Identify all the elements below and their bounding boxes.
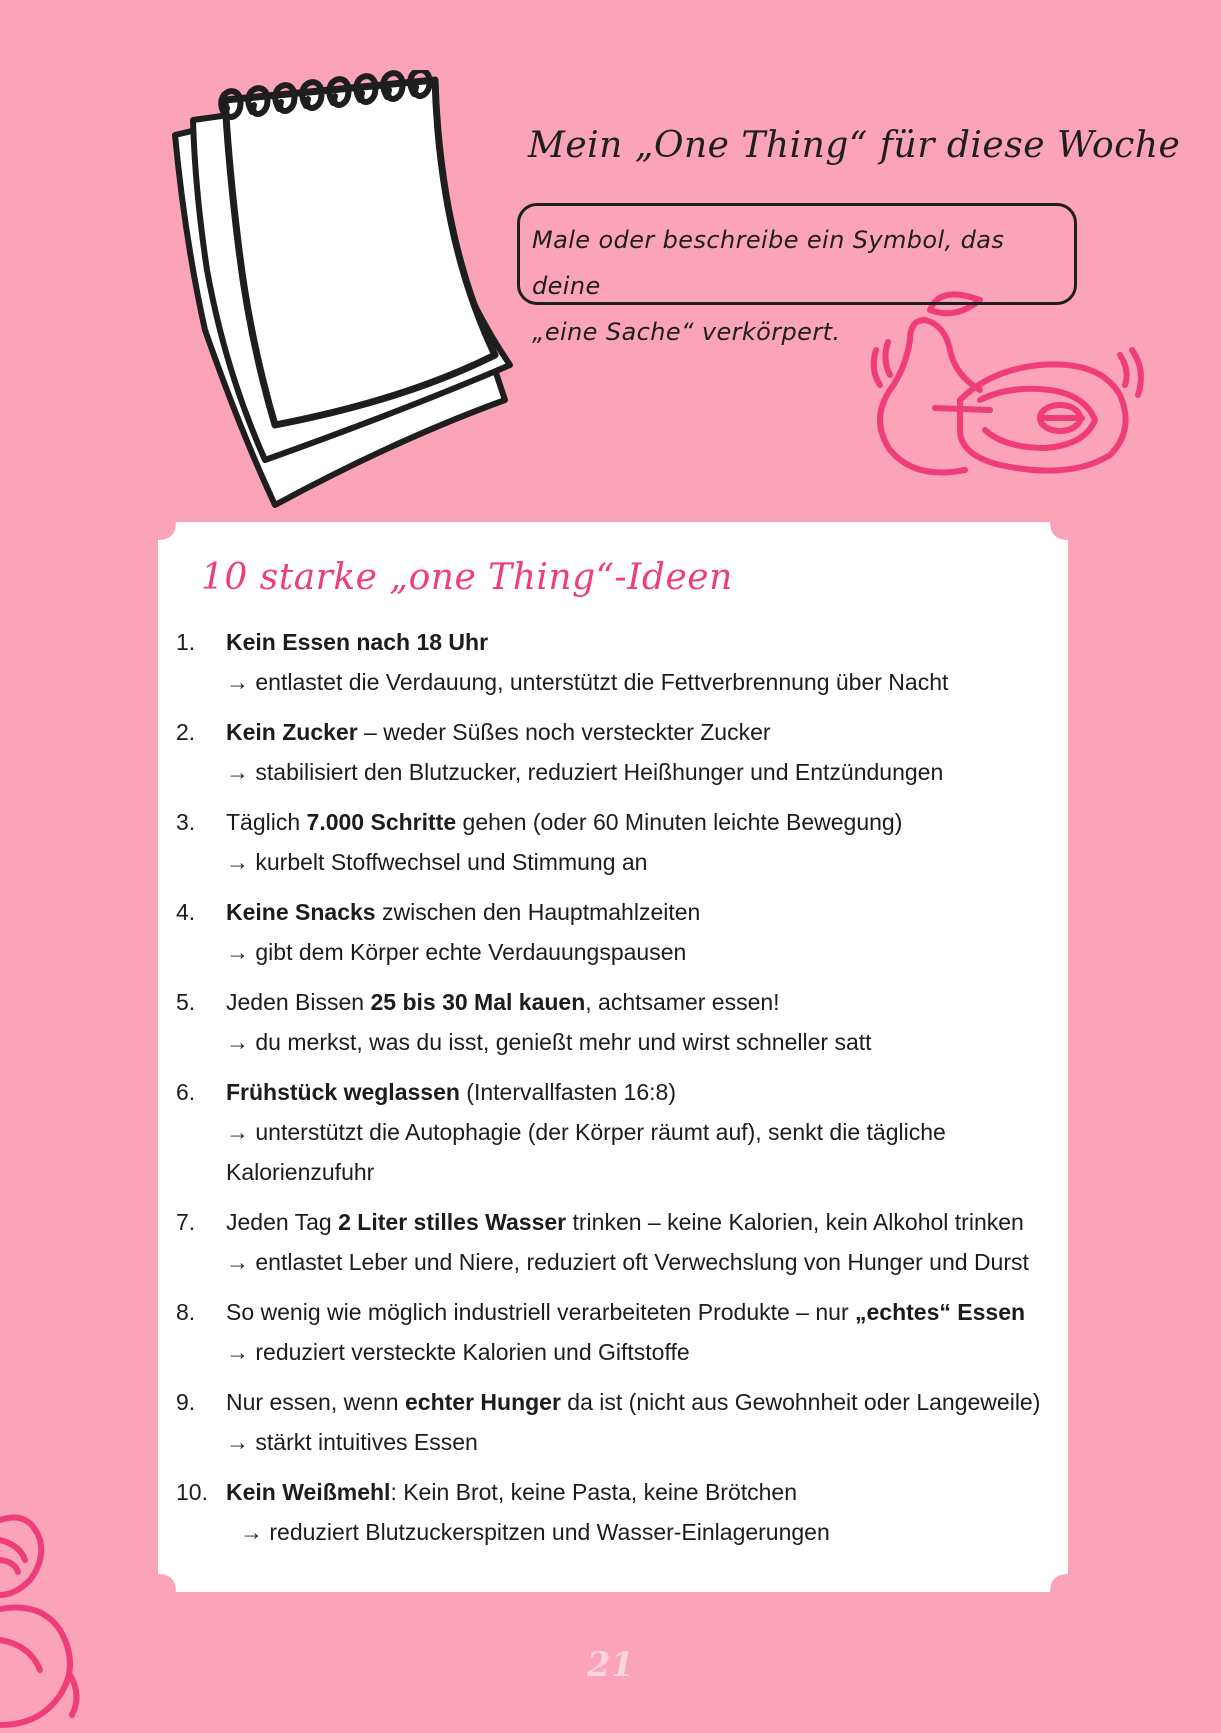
idea-list (176, 622, 1056, 1562)
idea-number: 1. (176, 629, 196, 655)
idea-text (226, 1292, 1056, 1332)
idea-item (176, 982, 1056, 1062)
idea-benefit: → du merkst, was du isst, genießt mehr und wirst schneller satt (226, 1029, 872, 1055)
idea-emphasis: Frühstück weglassen (226, 1079, 460, 1105)
idea-emphasis: Keine Snacks (226, 899, 376, 925)
idea-text (226, 1382, 1056, 1422)
idea-number: 8. (176, 1299, 196, 1325)
idea-emphasis: 2 Liter stilles Wasser (338, 1209, 567, 1235)
idea-segment: So wenig wie möglich industriell verarbeiteten Produkte – nur (226, 1299, 855, 1325)
idea-segment: , achtsamer essen! (585, 989, 780, 1015)
idea-benefit: → kurbelt Stoffwechsel und Stimmung an (226, 849, 648, 875)
idea-segment: : Kein Brot, keine Pasta, keine Brötchen (390, 1479, 798, 1505)
idea-text (226, 892, 1056, 932)
idea-segment: Nur essen, wenn (226, 1389, 405, 1415)
prompt-line-1: Male oder beschreibe ein Symbol, das deine (532, 226, 1005, 300)
idea-text (226, 1202, 1056, 1242)
idea-emphasis: 7.000 Schritte (306, 809, 457, 835)
idea-segment: Jeden Tag (226, 1209, 339, 1235)
idea-text (226, 622, 1056, 662)
idea-segment: trinken – keine Kalorien, kein Alkohol trinken (566, 1209, 1024, 1235)
idea-benefit: → reduziert Blutzuckerspitzen und Wasser-Einlagerungen (240, 1519, 830, 1545)
idea-item (176, 802, 1056, 882)
idea-item (176, 622, 1056, 702)
idea-text (226, 1072, 1056, 1112)
idea-emphasis: 25 bis 30 Mal kauen (370, 989, 586, 1015)
idea-benefit: → entlastet Leber und Niere, reduziert oft Verwechslung von Hunger und Durst (226, 1249, 1029, 1275)
idea-number: 10. (176, 1479, 208, 1505)
idea-item (176, 712, 1056, 792)
idea-text (226, 982, 1056, 1022)
idea-item (176, 1072, 1056, 1192)
ideas-card (158, 522, 1068, 1592)
idea-emphasis: Kein Weißmehl (226, 1479, 391, 1505)
idea-benefit: → entlastet die Verdauung, unterstützt die Fettverbrennung über Nacht (226, 669, 949, 695)
prompt-line-2: „eine Sache“ verkörpert. (532, 318, 841, 346)
idea-benefit: → unterstützt die Autophagie (der Körper räumt auf), senkt die tägliche (226, 1119, 946, 1145)
idea-benefit: → stabilisiert den Blutzucker, reduziert Heißhunger und Entzündungen (226, 759, 944, 785)
idea-emphasis: echter Hunger (404, 1389, 561, 1415)
idea-number: 5. (176, 989, 196, 1015)
idea-emphasis: „echtes“ Essen (855, 1299, 1026, 1325)
idea-item (176, 1382, 1056, 1462)
card-title: 10 starke „one Thing“-Ideen (201, 557, 733, 598)
idea-number: 7. (176, 1209, 196, 1235)
page-heading: Mein „One Thing“ für diese Woche (528, 125, 1181, 166)
idea-text (226, 802, 1056, 842)
prompt-box (517, 203, 1077, 346)
idea-benefit: Kalorienzufuhr (226, 1159, 375, 1185)
idea-emphasis: Kein Zucker (226, 719, 358, 745)
idea-text (226, 1472, 1056, 1512)
idea-number: 2. (176, 719, 196, 745)
idea-segment: – weder Süßes noch versteckter Zucker (357, 719, 771, 745)
idea-number: 6. (176, 1079, 196, 1105)
idea-number: 4. (176, 899, 196, 925)
idea-segment: Täglich (226, 809, 307, 835)
idea-benefit: → reduziert versteckte Kalorien und Giftstoffe (226, 1339, 690, 1365)
page-number: 21 (586, 1645, 635, 1685)
idea-emphasis: Kein Essen nach 18 Uhr (226, 629, 489, 655)
idea-number: 3. (176, 809, 196, 835)
idea-benefit: → gibt dem Körper echte Verdauungspausen (226, 939, 687, 965)
idea-segment: zwischen den Hauptmahlzeiten (375, 899, 701, 925)
idea-segment: (Intervallfasten 16:8) (459, 1079, 676, 1105)
idea-number: 9. (176, 1389, 196, 1415)
idea-segment: da ist (nicht aus Gewohnheit oder Langeweile) (560, 1389, 1041, 1415)
idea-item (176, 892, 1056, 972)
notepad-illustration (165, 70, 555, 510)
idea-item (176, 1202, 1056, 1282)
idea-item (176, 1472, 1056, 1552)
idea-item (176, 1292, 1056, 1372)
idea-segment: Jeden Bissen (226, 989, 371, 1015)
idea-text (226, 712, 1056, 752)
pear-icon-bottom (0, 1500, 90, 1733)
idea-benefit: → stärkt intuitives Essen (226, 1429, 478, 1455)
idea-segment: gehen (oder 60 Minuten leichte Bewegung) (456, 809, 903, 835)
